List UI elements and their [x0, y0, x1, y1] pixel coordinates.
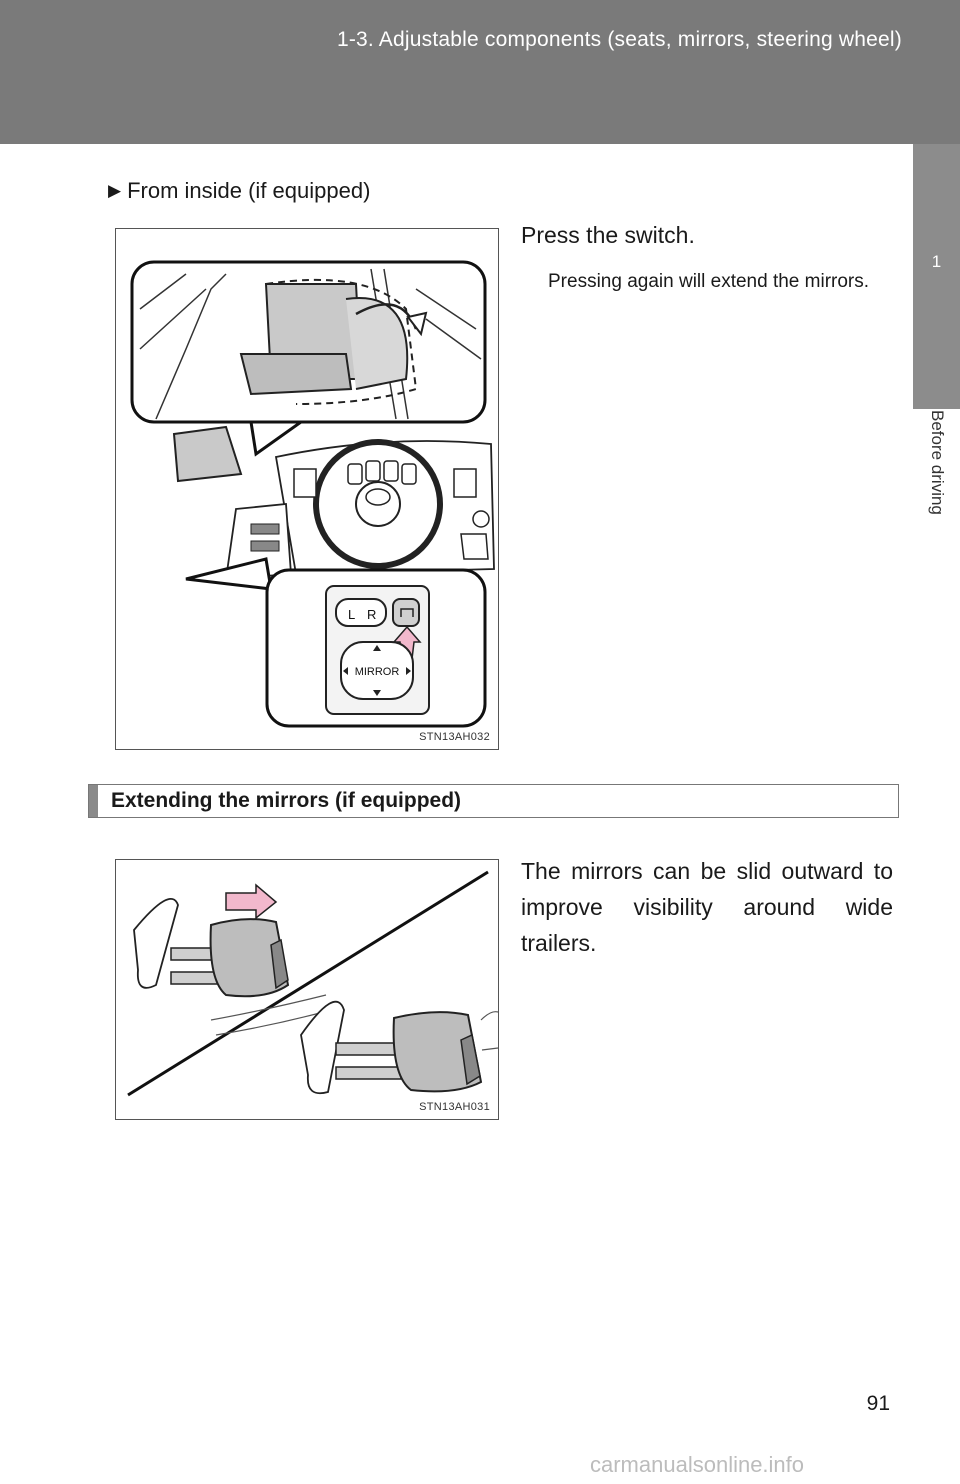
header-title: 1-3. Adjustable components (seats, mirrors, steering wheel): [336, 28, 902, 51]
figure-code: STN13AH032: [419, 731, 490, 743]
figure-mirror-switch: [115, 228, 499, 750]
section-body-text: The mirrors can be slid outward to improve visibility around wide trailers.: [521, 858, 893, 956]
page-header: [0, 0, 960, 144]
section-title: Extending the mirrors (if equipped): [111, 789, 462, 812]
chapter-tab: [913, 144, 960, 409]
section-accent: [89, 785, 98, 817]
switch-left-label: L: [348, 607, 356, 622]
subheading-from-inside: [108, 178, 370, 204]
figure-code: STN13AH031: [419, 1101, 490, 1113]
slide-out-arrow-icon: [226, 885, 276, 918]
side-mirror: [174, 427, 241, 481]
subheading-text: From inside (if equipped): [127, 178, 371, 203]
step-note: Pressing again will extend the mirrors.: [548, 271, 870, 292]
extending-mirrors-illustration: [116, 860, 500, 1121]
switch-right-label: R: [367, 607, 377, 622]
figure-extending-mirrors: [115, 859, 499, 1120]
triangle-bullet-icon: ▶: [108, 181, 122, 200]
section-heading-bar: [88, 784, 899, 818]
footer-watermark-link[interactable]: carmanualsonline.info: [590, 1452, 805, 1477]
chapter-label-text: Before driving: [927, 410, 947, 515]
fold-switch: [393, 599, 419, 626]
chapter-label: [913, 410, 960, 570]
mirror-switch-illustration: [116, 229, 500, 751]
left-right-selector: [336, 599, 386, 626]
page-number: 91: [866, 1392, 890, 1415]
switch-mirror-label: MIRROR: [354, 666, 400, 678]
step-title: Press the switch.: [521, 222, 695, 248]
chapter-number: 1: [931, 252, 942, 271]
